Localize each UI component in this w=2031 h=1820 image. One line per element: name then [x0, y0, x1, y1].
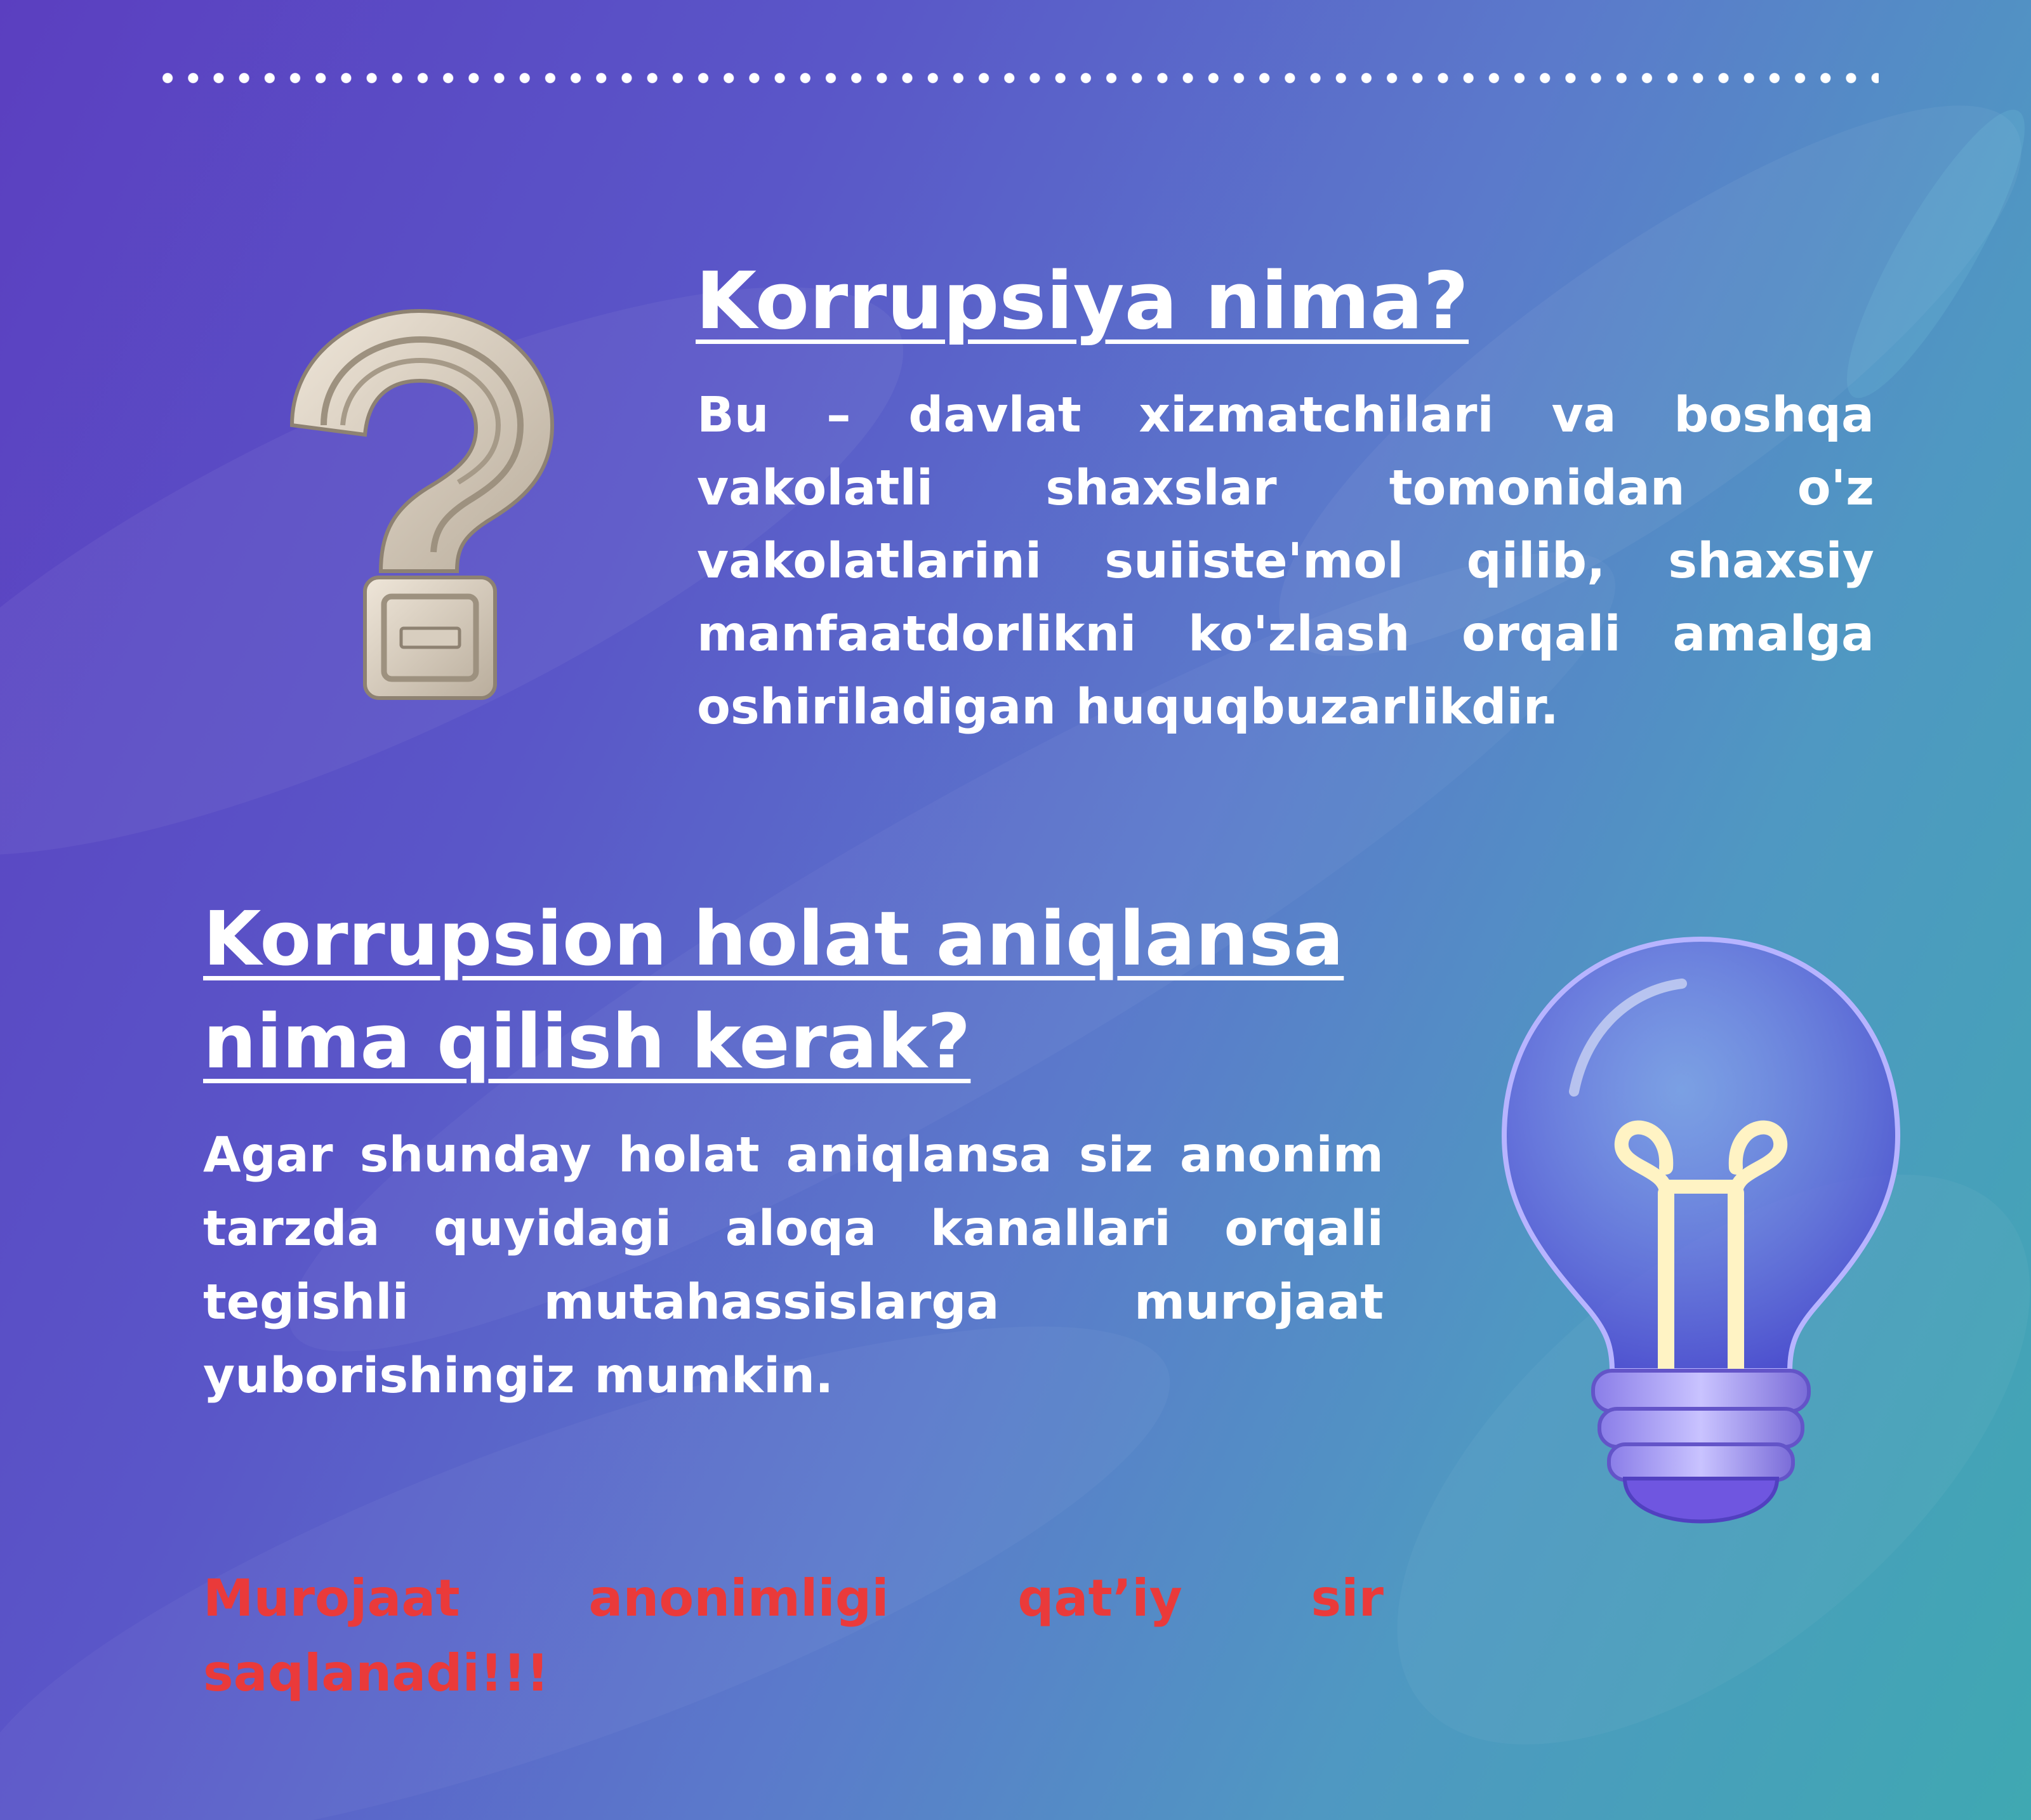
- anonymity-warning: Murojaat anonimligi qat’iy sir saqlanadi!!!: [203, 1569, 1384, 1703]
- question-mark-icon: [254, 298, 571, 704]
- section-title-what-is-corruption: Korrupsiya nima?: [696, 256, 1469, 347]
- definition-paragraph: Bu – davlat xizmatchilari va boshqa vakolatli shaxslar tomonidan o'z vakolatlarini suiiste'mol qilib, shaxsiy manfaatdorlikni ko'zlash orqali amalga oshiriladigan huquqbuzarlikdir.: [697, 387, 1874, 735]
- instruction-paragraph: Agar shunday holat aniqlansa siz anonim tarzda quyidagi aloqa kanallari orqali tegishli mutahassislarga murojaat yuborishingiz mumkin.: [203, 1127, 1384, 1404]
- light-bulb-icon: [1485, 926, 1917, 1555]
- section-title-what-to-do: Korrupsion holat aniqlansa nima qilish kerak?: [203, 895, 1344, 1085]
- dotted-divider: [155, 71, 1879, 85]
